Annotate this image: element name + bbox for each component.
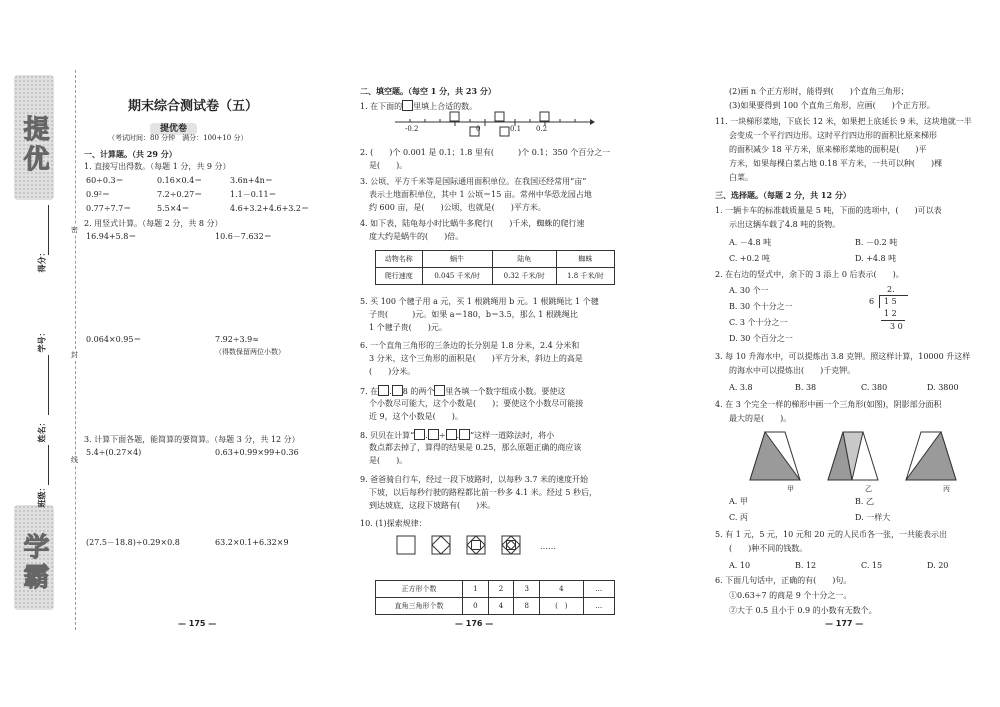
student-id-label: 学号：	[36, 328, 47, 353]
c3-opt-d: D. 3800	[927, 383, 959, 392]
square-pattern	[395, 534, 555, 556]
q2-item-2: 10.6－7.632＝	[215, 232, 272, 241]
q2-item-4: 7.92÷3.9≈	[215, 335, 259, 344]
pattern-2	[432, 536, 450, 554]
c5-opt-c: C. 15	[861, 561, 883, 570]
f9-line1: 9. 爸爸骑自行车，经过一段下坡路时，以每秒 3.7 米的速度开始	[360, 475, 588, 484]
tick-01: 0.1	[510, 125, 522, 133]
f3-line1: 3. 公顷、平方千米等是国际通用面积单位。在我国还经常用“亩”	[360, 177, 587, 186]
div-divisor: 6	[869, 297, 875, 306]
cell: 正方形个数	[376, 581, 463, 598]
f7-line2: 个小数尽可能大，这个小数是( )；要使这个小数尽可能接	[369, 399, 584, 408]
c3-line1: 3. 每 10 升海水中，可以提炼出 3.8 克钾。照这样计算，10000 升这样	[715, 352, 971, 361]
f11-line3: 的面积减少 18 平方米，原来梯形菜地的面积是( )平	[729, 145, 927, 154]
page-number: — 175 —	[178, 619, 217, 628]
q2-note: （得数保留两位小数）	[215, 348, 285, 356]
trapezoid-bing	[906, 432, 956, 480]
page-177	[715, 0, 1000, 707]
div-remainder: 3 0	[890, 322, 903, 331]
id-line	[48, 355, 49, 415]
subtitle-text: 提优卷	[150, 123, 197, 135]
q1-item-5: 7.2÷0.27＝	[157, 190, 203, 199]
f6-line1: 6. 一个直角三角形的三条边的长分别是 1.8 分米，2.4 分米和	[360, 341, 580, 350]
f2-line2: 是( )。	[369, 161, 408, 170]
th-animal: 动物名称	[376, 251, 423, 268]
cell: 4	[540, 581, 584, 598]
digit-box-3	[434, 385, 445, 396]
q1-item-3: 3.6n+4n＝	[230, 176, 273, 185]
q3-item-3: (27.5－18.8)÷0.29×0.8	[86, 538, 180, 547]
p3-l2: (3)如果要得到 100 个直角三角形，应画( )个正方形。	[729, 101, 935, 110]
c6-item-1: ①0.63÷7 的商是 9 个十分之一。	[729, 591, 852, 600]
q2-item-3: 0.064×0.95＝	[86, 335, 142, 344]
td-speed: 爬行速度	[376, 268, 423, 285]
q1-item-7: 0.77÷7.7＝	[86, 204, 132, 213]
exam-meta: （考试时间：80 分钟 满分：100+10 分）	[108, 134, 248, 142]
c3-opt-b: B. 38	[795, 383, 817, 392]
f4-line2: 度大约是蜗牛的( )倍。	[369, 232, 464, 241]
td-snail-speed: 0.045 千米/时	[422, 268, 492, 285]
pattern-row-triangles	[376, 598, 615, 615]
cell: 1	[463, 581, 489, 598]
p3-l1: (2)画 n 个正方形时，能得到( )个直角三角形；	[729, 87, 909, 96]
div-box-4	[459, 429, 470, 440]
q1-title: 1. 直接写出得数。（每题 1 分，共 9 分）	[84, 162, 231, 171]
trapezoid-jia	[750, 432, 800, 480]
div-box-1	[414, 429, 425, 440]
f5-line1: 5. 买 100 个毽子用 a 元，买 1 根跳绳用 b 元。1 根跳绳比 1 个毽	[360, 297, 599, 306]
class-label: 班级：	[36, 483, 47, 508]
c5-opt-b: B. 12	[795, 561, 817, 570]
trapezoid-figures	[740, 428, 970, 483]
page-176	[355, 0, 695, 707]
c4-line1: 4. 在 3 个完全一样的梯形中画一个三角形(如图)，阴影部分面积	[715, 400, 942, 409]
tick-0: 0	[476, 125, 481, 133]
pattern-3	[467, 536, 485, 554]
score-line	[48, 205, 49, 255]
c1-opt-b: B. －0.2 吨	[855, 238, 898, 247]
label-bing: 丙	[943, 485, 950, 493]
td-tortoise-speed: 0.32 千米/时	[492, 268, 556, 285]
f7-c: 里各填一个数字组成小数。要使这	[445, 387, 566, 396]
c2-opt-a: A. 30 个一	[729, 286, 769, 295]
f7-a: 7. 在	[360, 387, 379, 396]
cell: 4	[488, 598, 514, 615]
c3-opt-a: A. 3.8	[729, 383, 753, 392]
q1-item-2: 0.16×0.4＝	[157, 176, 203, 185]
label-yi: 乙	[865, 485, 872, 493]
f11-line4: 方米，如果每棵白菜占地 0.18 平方米，一共可以种( )棵	[729, 159, 943, 168]
f7-b: 8 的两个	[402, 387, 435, 396]
f3-line2: 表示土地面积单位，其中 1 公顷＝15 亩。常州中华恐龙园占地	[369, 190, 592, 199]
digit-box-2	[392, 385, 403, 396]
c2-line1: 2. 在右边的竖式中，余下的 3 添上 0 后表示( )。	[715, 270, 904, 279]
label-jia: 甲	[787, 485, 794, 493]
long-division	[865, 285, 910, 337]
pattern-ellipsis: ……	[540, 542, 556, 551]
digit-box-1	[378, 385, 389, 396]
cell: …	[583, 598, 614, 615]
cell: 0	[463, 598, 489, 615]
q1-item-6: 1.1－0.11＝	[230, 190, 277, 199]
pattern-1	[397, 536, 415, 554]
seal-char-3: 线	[71, 456, 78, 464]
name-label: 姓名：	[36, 418, 47, 443]
section3-heading: 三、选择题。（每题 2 分，共 12 分）	[715, 190, 851, 200]
c4-opt-a: A. 甲	[729, 497, 748, 506]
cell: …	[583, 581, 614, 598]
c5-opt-d: D. 20	[927, 561, 949, 570]
c1-line1: 1. 一辆卡车的标准载质量是 5 吨，下面的选项中，( )可以表	[715, 206, 942, 215]
f7-line3: 近 9，这个小数是( )。	[369, 412, 463, 421]
tick-02: 0.2	[536, 125, 548, 133]
f6-line3: ( )分米。	[369, 367, 416, 376]
f7-line1: 7. 在 . 8 的两个 里各填一个数字组成小数。要使这	[360, 387, 566, 396]
q1-item-1: 60÷0.3＝	[86, 176, 124, 185]
c4-line2: 最大的是( )。	[729, 414, 792, 423]
speed-table-row	[376, 268, 615, 285]
f11-line1: 11. 一块梯形菜地，下底长 12 米，如果把上底延长 9 米，这块地就一半	[715, 117, 972, 126]
seal-char-1: 密	[71, 226, 78, 234]
number-line-arrow	[590, 119, 595, 125]
binding-top-chars: 提优	[19, 115, 49, 175]
page-title: 期末综合测试卷（五）	[128, 99, 259, 114]
q3-item-4: 63.2×0.1+6.32×9	[215, 538, 289, 547]
speed-table-header	[376, 251, 615, 268]
cell: ( )	[540, 598, 584, 615]
name-line	[48, 445, 49, 485]
q2-item-1: 16.94+5.8＝	[86, 232, 137, 241]
binding-bottom-chars: 学霸	[19, 532, 49, 593]
cell: 直角三角形个数	[376, 598, 463, 615]
f11-line2: 会变成一个平行四边形。这时平行四边形的面积比原来梯形	[729, 131, 937, 140]
div-box-2	[428, 429, 439, 440]
c5-opt-a: A. 10	[729, 561, 751, 570]
cell: 3	[514, 581, 540, 598]
f8-line3: 是( )。	[369, 456, 408, 465]
div-quotient: 2.	[887, 285, 895, 294]
c4-opt-d: D. 一样大	[855, 513, 891, 522]
f9-line2: 下坡，以后每秒行驶的路程都比前一秒多 4.1 米。经过 5 秒后，	[369, 488, 597, 497]
th-tortoise: 陆龟	[492, 251, 556, 268]
q1-item-9: 4.6+3.2+4.6+3.2＝	[230, 204, 309, 213]
page-number: — 176 —	[455, 619, 494, 628]
pattern-4	[502, 536, 520, 554]
c4-opt-c: C. 丙	[729, 513, 748, 522]
f4-line1: 4. 如下表，陆龟每小时比蜗牛多爬行( )千米，蜘蛛的爬行速	[360, 219, 585, 228]
c6-line1: 6. 下面几句话中，正确的有( )句。	[715, 576, 852, 585]
q3-title: 3. 计算下面各题，能简算的要简算。（每题 3 分，共 12 分）	[84, 435, 300, 444]
tick-neg02: -0.2	[405, 125, 419, 133]
q3-item-2: 0.63+0.99×99+0.36	[215, 448, 299, 457]
th-spider: 蜘蛛	[556, 251, 614, 268]
number-line-answer-boxes	[450, 112, 549, 136]
f8-line1: 8. 贝贝在计算“ . ÷ . ”这样一道除法时，将小	[360, 431, 555, 440]
pattern-table	[375, 580, 615, 615]
section1-heading: 一、计算题。（共 29 分）	[84, 149, 177, 159]
f5-line2: 子贵( )元。如果 a＝180，b＝3.5，那么 1 根跳绳比	[369, 310, 578, 319]
c1-opt-a: A. －4.8 吨	[729, 238, 772, 247]
c5-line2: ( )种不同的钱数。	[729, 544, 808, 553]
q2-title: 2. 用竖式计算。（每题 2 分，共 8 分）	[84, 219, 223, 228]
f10-line1: 10. (1)探索规律：	[360, 519, 427, 528]
c2-opt-d: D. 30 个百分之一	[729, 334, 793, 343]
trapezoid-yi	[828, 432, 878, 480]
number-line	[395, 110, 595, 140]
c1-line2: 示出这辆车载了4.8 吨的货物。	[729, 220, 841, 229]
pattern-row-squares	[376, 581, 615, 598]
score-label: 得分：	[36, 248, 47, 273]
f8-line2: 数点都去掉了，算得的结果是 0.25，那么原题正确的商应该	[369, 443, 582, 452]
f1-text-a: 1. 在下面的	[360, 102, 403, 111]
seal-char-2: 封	[71, 351, 78, 359]
c2-opt-b: B. 30 个十分之一	[729, 302, 793, 311]
div-rule	[881, 320, 905, 321]
f1-text-b: 里填上合适的数。	[413, 102, 478, 111]
f3-line3: 约 600 亩，是( )公顷，也就是( )平方米。	[369, 203, 546, 212]
c1-opt-d: D. +4.8 吨	[855, 254, 897, 263]
th-snail: 蜗牛	[422, 251, 492, 268]
f6-line2: 3 分米，这个三角形的面积是( )平方分米，斜边上的高是	[369, 354, 583, 363]
q1-item-4: 0.9²＝	[86, 190, 110, 199]
div-dividend: 1 5	[884, 297, 897, 306]
cell: 2	[488, 581, 514, 598]
page-175	[0, 0, 345, 707]
c6-item-2: ②大于 0.5 且小于 0.9 的小数有无数个。	[729, 606, 877, 615]
f8-a: 8. 贝贝在计算“	[360, 431, 415, 440]
c2-opt-c: C. 3 个十分之一	[729, 318, 788, 327]
c3-line2: 的海水中可以提炼出( )千克钾。	[729, 366, 856, 375]
td-spider-speed: 1.8 千米/时	[556, 268, 614, 285]
div-subtract: 1 2	[884, 309, 897, 318]
f11-line5: 白菜。	[729, 173, 753, 182]
f9-line3: 到达坡底，这段下坡路有( )米。	[369, 501, 496, 510]
f8-b: ”这样一道除法时，将小	[470, 431, 555, 440]
section2-heading: 二、填空题。（每空 1 分，共 23 分）	[360, 86, 496, 96]
c5-line1: 5. 有 1 元，5 元，10 元和 20 元的人民币各一张，一共能表示出	[715, 530, 947, 539]
f2-line1: 2. ( )个 0.001 是 0.1；1.8 里有( )个 0.1；350 个百分之一	[360, 148, 611, 157]
q1-item-8: 5.5×4＝	[157, 204, 190, 213]
f5-line3: 1 个毽子贵( )元。	[369, 323, 447, 332]
q3-item-1: 5.4÷(0.27×4)	[86, 448, 142, 457]
c3-opt-c: C. 380	[861, 383, 888, 392]
speed-table	[375, 250, 615, 285]
cell: 8	[514, 598, 540, 615]
c4-opt-b: B. 乙	[855, 497, 874, 506]
page-number: — 177 —	[825, 619, 864, 628]
c1-opt-c: C. +0.2 吨	[729, 254, 770, 263]
div-box-3	[446, 429, 457, 440]
